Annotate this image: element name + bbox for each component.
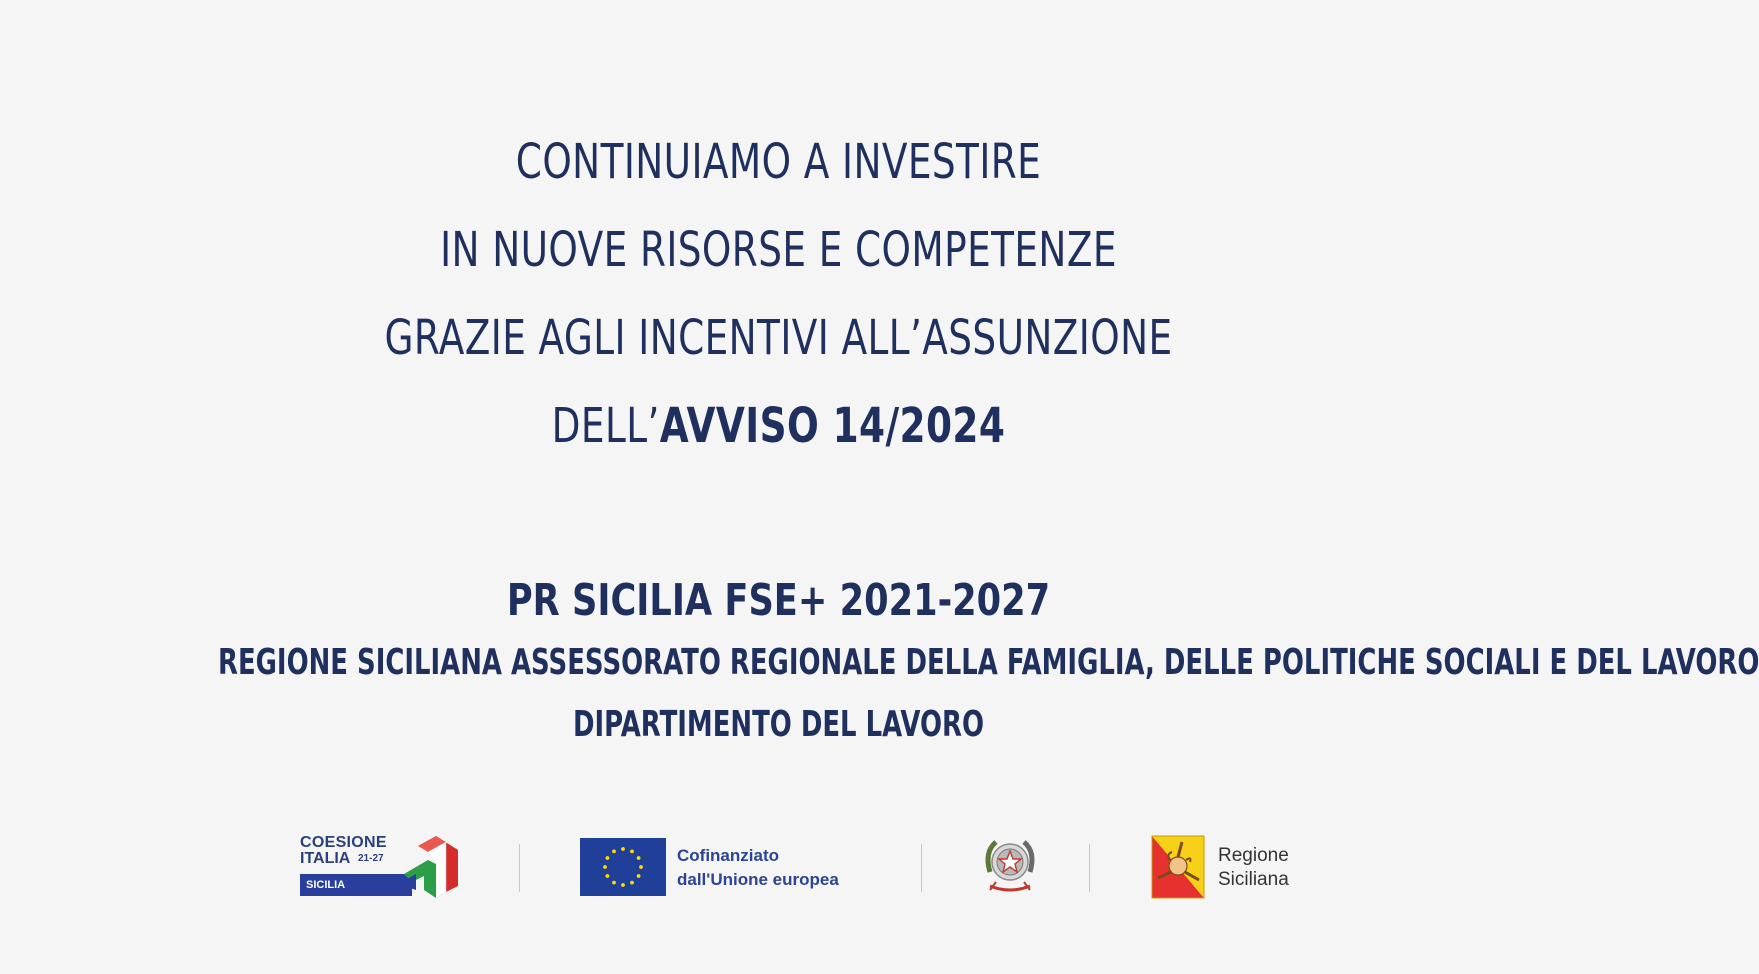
- sicilia-label: SICILIA: [306, 879, 346, 891]
- italian-republic-emblem-icon: [982, 832, 1038, 902]
- eu-cofinanced-logo: [580, 832, 880, 902]
- program-department: DIPARTIMENTO DEL LAVORO: [572, 704, 985, 745]
- eu-cofinanced-text: [677, 844, 839, 892]
- eu-flag-icon: [580, 838, 666, 896]
- logo-separator: [1089, 844, 1090, 892]
- eu-text-line-2: dall'Unione europea: [677, 870, 839, 889]
- eu-text-line-1: Cofinanziato: [677, 846, 779, 865]
- headline-line-4-bold: AVVISO 14/2024: [659, 398, 1006, 454]
- years-label: 21-27: [358, 853, 384, 864]
- logo-strip: [0, 832, 1557, 902]
- headline: [0, 118, 1557, 470]
- headline-line-4-prefix: DELL’: [551, 398, 660, 454]
- headline-line-1: CONTINUIAMO A INVESTIRE: [515, 134, 1042, 190]
- program-authority: REGIONE SICILIANA ASSESSORATO REGIONALE DELLA FAMIGLIA, DELLE POLITICHE SOCIALI E DEL LAVORO: [217, 642, 1759, 683]
- program-block: [0, 570, 1759, 756]
- regione-text-line-2: Siciliana: [1218, 869, 1289, 890]
- italia-label: ITALIA: [300, 850, 351, 867]
- coesione-italia-logo: [298, 832, 463, 902]
- regione-siciliana-text: [1218, 844, 1289, 892]
- program-title: PR SICILIA FSE+ 2021-2027: [506, 575, 1051, 626]
- regione-text-line-1: Regione: [1218, 845, 1289, 866]
- coesione-arrow-icon: [398, 834, 460, 898]
- logo-separator: [921, 844, 922, 892]
- sicilia-bar: [300, 874, 412, 896]
- coesione-label: COESIONE: [300, 834, 387, 851]
- headline-line-3: GRAZIE AGLI INCENTIVI ALL’ASSUNZIONE: [384, 310, 1173, 366]
- regione-siciliana-logo: [1152, 832, 1312, 902]
- trinacria-icon: [1152, 836, 1204, 898]
- headline-line-2: IN NUOVE RISORSE E COMPETENZE: [440, 222, 1117, 278]
- logo-separator: [519, 844, 520, 892]
- headline-line-4: [171, 382, 1385, 470]
